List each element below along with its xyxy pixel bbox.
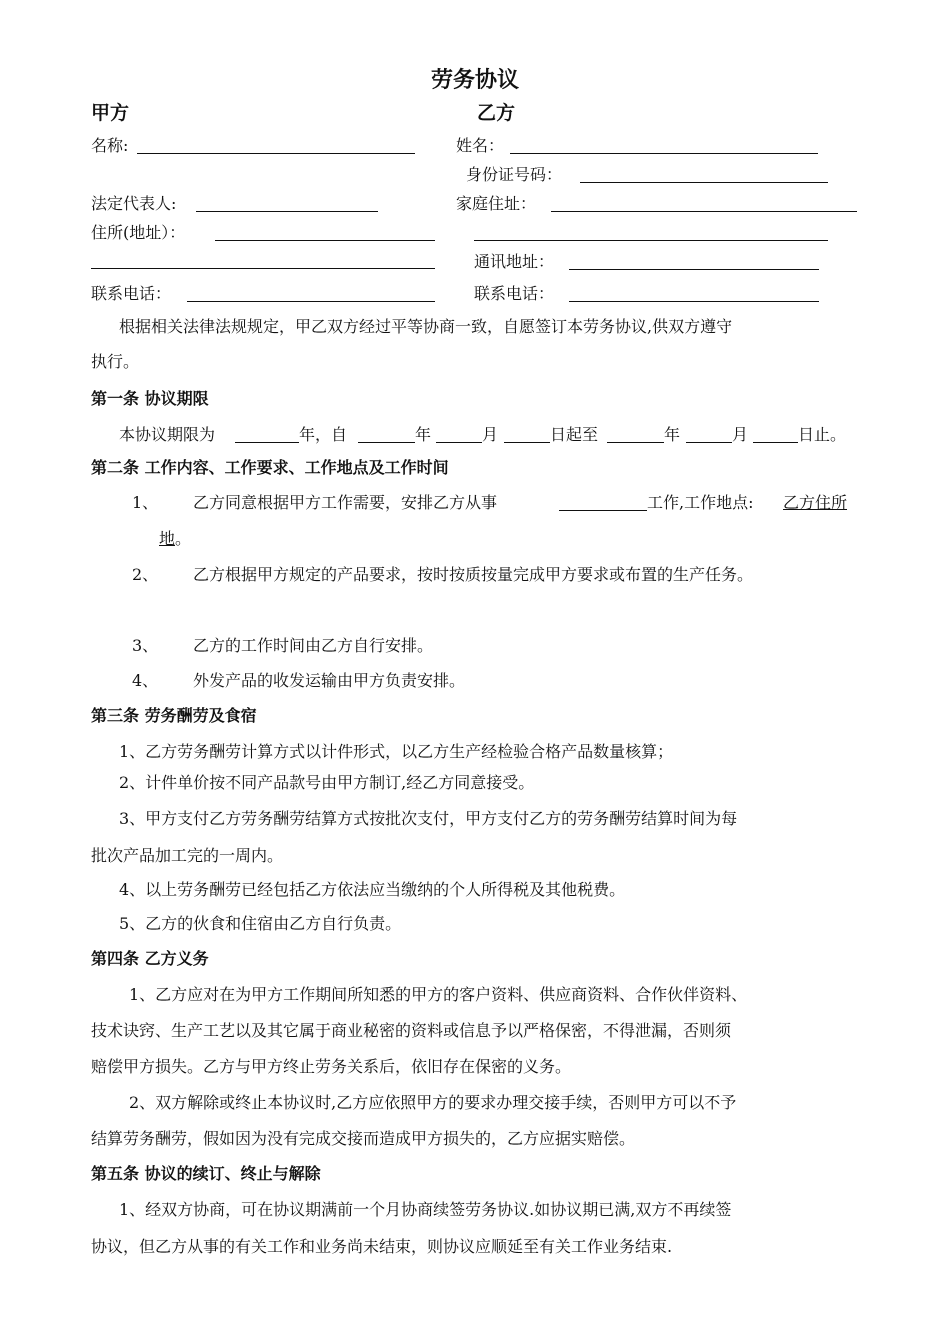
party-b-home-label: 家庭住址： <box>456 194 537 213</box>
art4-item-1-cont-1: 技术诀窍、生产工艺以及其它属于商业秘密的资料或信息予以严格保密，不得泄漏，否则须 <box>91 1021 732 1040</box>
party-b-heading: 乙方 <box>477 102 516 124</box>
party-b-id-field[interactable] <box>580 182 828 183</box>
art5-item-1: 1、经双方协商，可在协议期满前一个月协商续签劳务协议.如协议期已满,双方不再续签 <box>119 1200 732 1219</box>
art3-item-5: 5、乙方的伙食和住宿由乙方自行负责。 <box>119 914 402 933</box>
party-b-phone-label: 联系电话： <box>474 284 555 303</box>
art1-blank-end-year[interactable] <box>607 442 664 443</box>
art4-item-1: 1、乙方应对在为甲方工作期间所知悉的甲方的客户资料、供应商资料、合作伙伴资料、 <box>129 985 748 1004</box>
party-b-id-label: 身份证号码： <box>466 165 563 184</box>
art3-item-1: 1、乙方劳务酬劳计算方式以计件形式，以乙方生产经检验合格产品数量核算； <box>119 742 674 761</box>
art2-blank-work[interactable] <box>559 510 647 511</box>
party-b-home-field[interactable] <box>551 211 857 212</box>
art3-item-4: 4、以上劳务酬劳已经包括乙方依法应当缴纳的个人所得税及其他税费。 <box>119 880 626 899</box>
art1-text-1: 本协议期限为 <box>119 425 216 444</box>
party-a-name-label: 名称: <box>91 136 129 155</box>
art3-item-3-cont: 批次产品加工完的一周内。 <box>91 846 284 865</box>
party-a-heading: 甲方 <box>91 102 130 124</box>
party-b-name-field[interactable] <box>510 153 818 154</box>
party-a-rep-field[interactable] <box>196 211 378 212</box>
art1-blank-start-year[interactable] <box>358 442 415 443</box>
party-b-mail-label: 通讯地址： <box>474 252 555 271</box>
art1-blank-start-day[interactable] <box>504 442 550 443</box>
art1-text-3: 年 <box>415 425 432 444</box>
art2-item-1-cont <box>159 528 191 550</box>
art4-item-1-cont-2: 赔偿甲方损失。乙方与甲方终止劳务关系后，依旧存在保密的义务。 <box>91 1057 572 1076</box>
art1-text-7: 月 <box>732 425 749 444</box>
party-a-name-field[interactable] <box>137 153 415 154</box>
art1-text-6: 年 <box>664 425 681 444</box>
art1-text-5: 日起至 <box>550 425 599 444</box>
party-a-address-field[interactable] <box>215 240 435 241</box>
art2-item-1-num: 1、 <box>132 493 159 512</box>
art2-item-2-text: 乙方根据甲方规定的产品要求，按时按质按量完成甲方要求或布置的生产任务。 <box>193 565 754 584</box>
art2-item-2-num: 2、 <box>132 565 159 584</box>
party-b-phone-field[interactable] <box>569 301 819 302</box>
party-b-name-label: 姓名： <box>456 136 505 155</box>
art2-item-1-text: 乙方同意根据甲方工作需要，安排乙方从事 <box>193 493 498 512</box>
art1-blank-end-day[interactable] <box>753 442 798 443</box>
party-a-phone-label: 联系电话： <box>91 284 172 303</box>
article-1-heading: 第一条 协议期限 <box>91 389 209 408</box>
art1-blank-years[interactable] <box>235 442 299 443</box>
art1-blank-end-month[interactable] <box>686 442 732 443</box>
art3-item-3: 3、甲方支付乙方劳务酬劳结算方式按批次支付，甲方支付乙方的劳务酬劳结算时间为每 <box>119 809 738 828</box>
art4-item-2-cont: 结算劳务酬劳，假如因为没有完成交接而造成甲方损失的，乙方应据实赔偿。 <box>91 1129 636 1148</box>
art4-item-2: 2、双方解除或终止本协议时,乙方应依照甲方的要求办理交接手续，否则甲方可以不予 <box>129 1093 737 1112</box>
preamble-line-2: 执行。 <box>91 352 140 371</box>
page-title: 劳务协议 <box>430 67 519 93</box>
party-b-mail-field[interactable] <box>569 269 819 270</box>
party-a-address-label: 住所(地址）： <box>91 223 186 242</box>
preamble-line-1: 根据相关法律法规规定，甲乙双方经过平等协商一致，自愿签订本劳务协议,供双方遵守 <box>119 317 733 336</box>
art1-blank-start-month[interactable] <box>436 442 482 443</box>
party-a-rep-label: 法定代表人: <box>91 194 177 213</box>
art2-item-3-num: 3、 <box>132 636 159 655</box>
art2-item-4-num: 4、 <box>132 671 159 690</box>
party-b-home-field-2[interactable] <box>474 240 828 241</box>
article-3-heading: 第三条 劳务酬劳及食宿 <box>91 706 257 725</box>
art2-item-3-text: 乙方的工作时间由乙方自行安排。 <box>193 636 434 655</box>
party-a-address-field-2[interactable] <box>91 268 435 269</box>
article-5-heading: 第五条 协议的续订、终止与解除 <box>91 1164 321 1183</box>
art2-item-4-text: 外发产品的收发运输由甲方负责安排。 <box>193 671 466 690</box>
art1-text-4: 月 <box>482 425 499 444</box>
article-4-heading: 第四条 乙方义务 <box>91 949 209 968</box>
art2-work-place: 乙方住所 <box>783 493 848 512</box>
party-a-phone-field[interactable] <box>187 301 435 302</box>
art1-text-8: 日止。 <box>798 425 847 444</box>
article-2-heading: 第二条 工作内容、工作要求、工作地点及工作时间 <box>91 458 449 477</box>
art2-item-1-end: 。 <box>175 529 192 548</box>
art5-item-1-cont: 协议，但乙方从事的有关工作和业务尚未结束，则协议应顺延至有关工作业务结束. <box>91 1237 673 1256</box>
art2-item-1-text-b: 工作,工作地点: <box>647 493 754 512</box>
art2-work-place-cont: 地 <box>159 529 176 548</box>
art3-item-2: 2、计件单价按不同产品款号由甲方制订,经乙方同意接受。 <box>119 773 535 792</box>
art1-text-2: 年，自 <box>299 425 348 444</box>
